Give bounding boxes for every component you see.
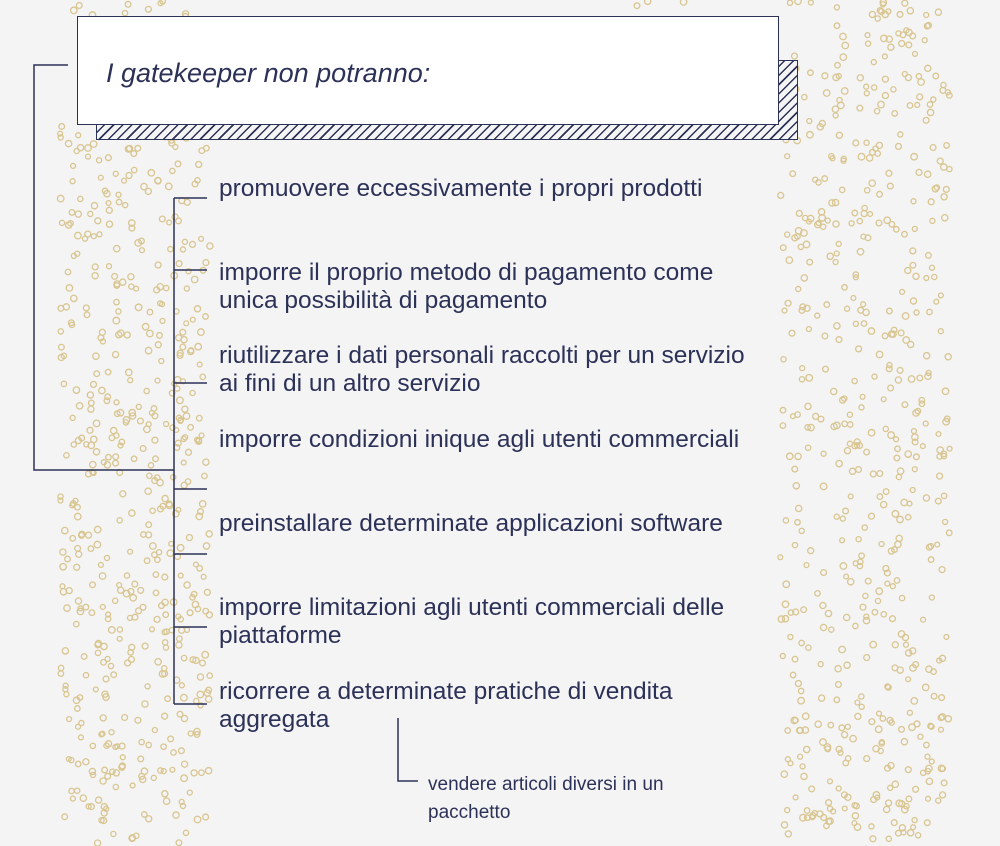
note: vendere articoli diversi in un pacchetto [428, 774, 664, 823]
title-box [77, 16, 779, 125]
list-item: promuovere eccessivamente i propri prodotti [219, 175, 703, 202]
title: I gatekeeper non potranno: [106, 58, 431, 88]
list-item: imporre condizioni inique agli utenti commerciali [219, 426, 740, 453]
list-item: preinstallare determinate applicazioni software [219, 510, 723, 537]
list-item: riutilizzare i dati personali raccolti per un servizio ai fini di un altro servizio [219, 342, 745, 397]
list-item: ricorrere a determinate pratiche di vendita aggregata [219, 678, 673, 733]
list-item: imporre limitazioni agli utenti commerciali delle piattaforme [219, 594, 725, 649]
list-item: imporre il proprio metodo di pagamento come unica possibilità di pagamento [219, 259, 714, 314]
